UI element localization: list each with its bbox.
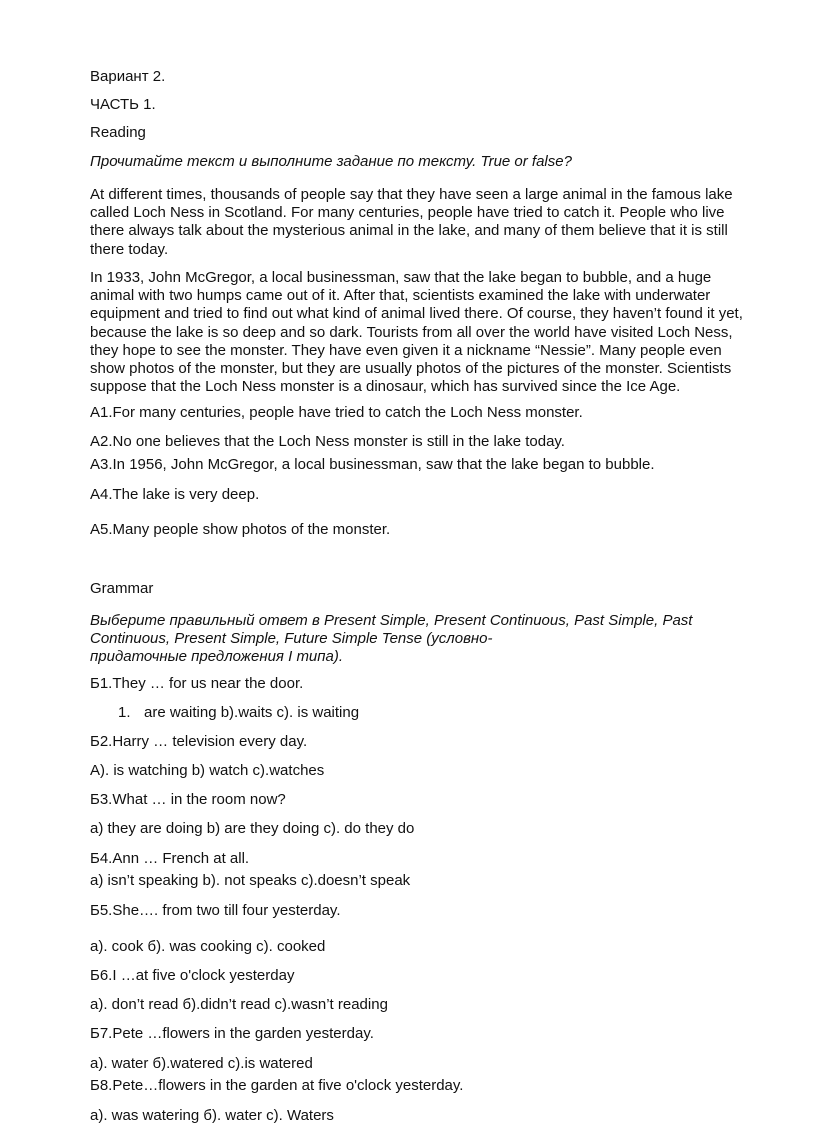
reading-paragraph-1 xyxy=(90,186,780,259)
list-number: 1. xyxy=(118,704,131,721)
text-line: придаточные предложения I типа). xyxy=(90,648,344,666)
question-b2: Б2.Harry … television every day. xyxy=(90,733,308,750)
reading-instruction: Прочитайте текст и выполните задание по тексту. True or false? xyxy=(90,153,572,170)
text-line: At different times, thousands of people say that they have seen a large animal in the famous lake xyxy=(90,186,733,203)
statement-a2: A2.No one believes that the Loch Ness monster is still in the lake today. xyxy=(90,433,565,450)
question-b3: Б3.What … in the room now? xyxy=(90,791,286,808)
question-b7-options: a). water б).watered c).is watered xyxy=(90,1055,313,1072)
text-line: they hope to see the monster. They have even given it a nickname “Nessie”. Many people even xyxy=(90,341,722,359)
question-b6-options: a). don’t read б).didn’t read c).wasn’t reading xyxy=(90,996,388,1013)
reading-paragraph-2 xyxy=(90,269,780,396)
text-line: Continuous, Present Simple, Future Simple Tense (условно- xyxy=(90,630,493,648)
text-line: called Loch Ness in Scotland. For many centuries, people have tried to catch it. People who live xyxy=(90,204,725,222)
text-line: there today. xyxy=(90,240,169,258)
text-line: Выберите правильный ответ в Present Simple, Present Continuous, Past Simple, Past xyxy=(90,612,693,629)
question-b1: Б1.They … for us near the door. xyxy=(90,675,304,692)
reading-heading: Reading xyxy=(90,124,146,141)
text-line: animal with two humps came out of it. After that, scientists examined the lake with underwater xyxy=(90,287,711,305)
text-line: In 1933, John McGregor, a local businessman, saw that the lake began to bubble, and a huge xyxy=(90,269,712,286)
text-line: equipment and tried to find out what kind of animal lived there. Of course, they haven’t found it yet, xyxy=(90,305,743,323)
question-b6: Б6.I …at five o'clock yesterday xyxy=(90,967,295,984)
statement-a5: A5.Many people show photos of the monster. xyxy=(90,521,391,538)
part-title: ЧАСТЬ 1. xyxy=(90,96,156,113)
question-b4: Б4.Ann … French at all. xyxy=(90,850,250,867)
question-b8-options: a). was watering б). water c). Waters xyxy=(90,1107,334,1124)
grammar-heading: Grammar xyxy=(90,580,154,597)
question-b7: Б7.Pete …flowers in the garden yesterday. xyxy=(90,1025,374,1042)
text-line: show photos of the monster, but they are usually photos of the pictures of the monster. Scientists xyxy=(90,360,732,378)
variant-title: Вариант 2. xyxy=(90,68,166,85)
statement-a1: A1.For many centuries, people have tried to catch the Loch Ness monster. xyxy=(90,404,583,421)
question-b5-options: a). cook б). was cooking c). cooked xyxy=(90,938,326,955)
text-line: suppose that the Loch Ness monster is a dinosaur, which has survived since the Ice Age. xyxy=(90,378,681,396)
question-b5: Б5.She…. from two till four yesterday. xyxy=(90,902,341,919)
question-b4-options: a) isn’t speaking b). not speaks c).doesn’t speak xyxy=(90,872,411,889)
question-b2-options: A). is watching b) watch c).watches xyxy=(90,762,325,779)
question-b1-options xyxy=(118,704,359,722)
text-line: there always talk about the mysterious animal in the lake, and many of them believe that it is still xyxy=(90,222,728,240)
question-b3-options: a) they are doing b) are they doing c). do they do xyxy=(90,820,415,837)
options-text: are waiting b).waits c). is waiting xyxy=(144,704,360,721)
text-line: because the lake is so deep and so dark. Tourists from all over the world have visited Loch Ness, xyxy=(90,323,733,341)
grammar-instruction xyxy=(90,612,780,667)
statement-a4: A4.The lake is very deep. xyxy=(90,486,260,503)
question-b8: Б8.Pete…flowers in the garden at five o'clock yesterday. xyxy=(90,1077,464,1094)
statement-a3: A3.In 1956, John McGregor, a local businessman, saw that the lake began to bubble. xyxy=(90,456,655,473)
